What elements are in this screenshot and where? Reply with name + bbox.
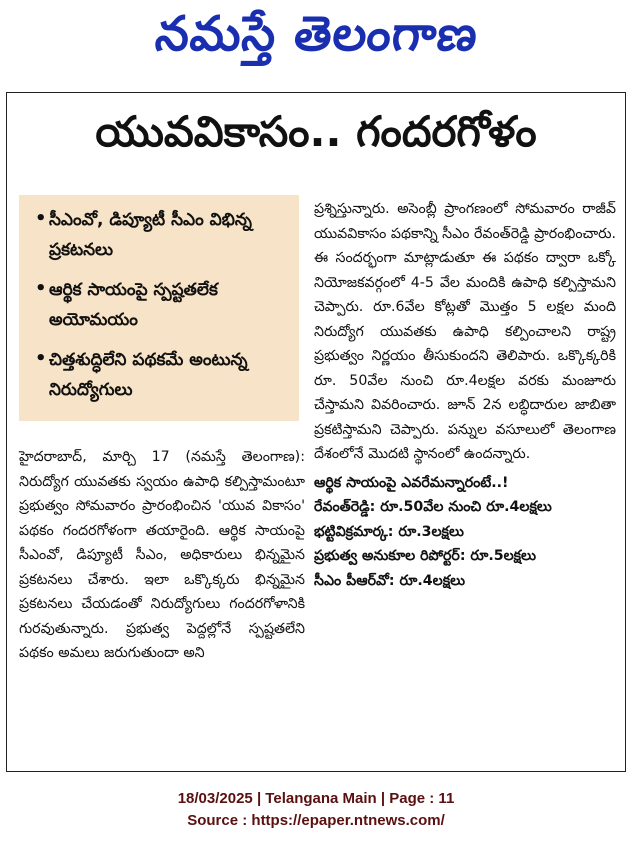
quote-line: సీఎం పీఆర్‌వో: రూ.4లక్షలు (314, 572, 466, 589)
quote-line: రేవంత్‌రెడ్డి: రూ.50వేల నుంచి రూ.4లక్షలు (314, 499, 552, 515)
bullet-icon: • (35, 348, 47, 369)
footer-date-page: 18/03/2025 | Telangana Main | Page : 11 (177, 790, 455, 807)
footer-source: Source : https://epaper.ntnews.com/ (187, 812, 445, 829)
highlight-text: ఆర్థిక సాయంపై స్పష్టతలేక అయోమయం (49, 280, 218, 330)
right-column (314, 197, 616, 593)
left-column-text: హైదరాబాద్, మార్చి 17 (నమస్తే తెలంగాణ): నిరుద్యోగ యువతకు స్వయం ఉపాధి కల్పిస్తామంటూ ప్రభుత్వం సోమవారం ప్రారంభించిన 'యువ వికాసం' పథకం గందరగోళంగా తయారైంది. ఆర్థిక సాయంపై సీఎంవో, డిప్యూటీ సీఎం, అధికారులు భిన్నమైన ప్రకటనలు చేశారు. ఇలా ఒక్కొక్కరు భిన్నమైన ప్రకటనలు చేయడంతో నిరుద్యోగులు గందరగోళానికి గురవుతున్నారు. ప్రభుత్వ పెద్దల్లోనే స్పష్టతలేని పథకం అమలు జరుగుతుందా అని (19, 449, 305, 661)
newspaper-masthead (0, 0, 632, 80)
article-clip (6, 92, 626, 772)
right-column-text: ప్రశ్నిస్తున్నారు. అసెంబ్లీ ప్రాంగణంలో సోమవారం రాజీవ్ యువవికాసం పథకాన్ని సీఎం రేవంత్‌రెడ్డి ప్రారంభించారు. ఈ సందర్భంగా మాట్లాడుతూ ఈ పథకం ద్వారా ఒక్కో నియోజకవర్గంలో 4-5 వేల మందికి ఉపాధి కల్పిస్తామని చెప్పారు. రూ.6వేల కోట్లతో మొత్తం 5 లక్షల మంది నిరుద్యోగ యువతకు ఉపాధి కల్పించాలని రాష్ట్ర ప్రభుత్వం నిర్ణయం తీసుకుందని తెలిపారు. ఒక్కొక్కరికి రూ. 50వేల నుంచి రూ.4లక్షల వరకు మంజూరు చేస్తామని వివరించారు. జూన్ 2న లబ్ధిదారుల జాబితా ప్రకటిస్తామని చెప్పారు. పన్నుల వసూలులో తెలంగాణ దేశంలోనే మొదటి స్థానంలో ఉందన్నారు. (314, 201, 616, 462)
quote-line: ప్రభుత్వ అనుకూల రిపోర్టర్: రూ.5లక్షలు (314, 548, 537, 564)
highlight-item (35, 205, 289, 265)
highlight-item (35, 275, 289, 335)
masthead-logo-text: నమస్తే తెలంగాణ (152, 6, 481, 62)
highlight-item (35, 345, 289, 405)
highlight-text: సీఎంవో, డిప్యూటీ సీఎం విభిన్న ప్రకటనలు (49, 210, 252, 260)
subhead: ఆర్థిక సాయంపై ఎవరేమన్నారంటే..! (314, 474, 509, 491)
bullet-icon: • (35, 208, 47, 229)
article-headline: యువవికాసం.. గందరగోళం (95, 107, 537, 156)
highlight-text: చిత్తశుద్ధిలేని పథకమే అంటున్న నిరుద్యోగులు (49, 350, 248, 400)
highlights-box (19, 195, 299, 421)
left-column (19, 445, 305, 666)
quote-line: భట్టివిక్రమార్క: రూ.3లక్షలు (314, 523, 464, 540)
bullet-icon: • (35, 278, 47, 299)
